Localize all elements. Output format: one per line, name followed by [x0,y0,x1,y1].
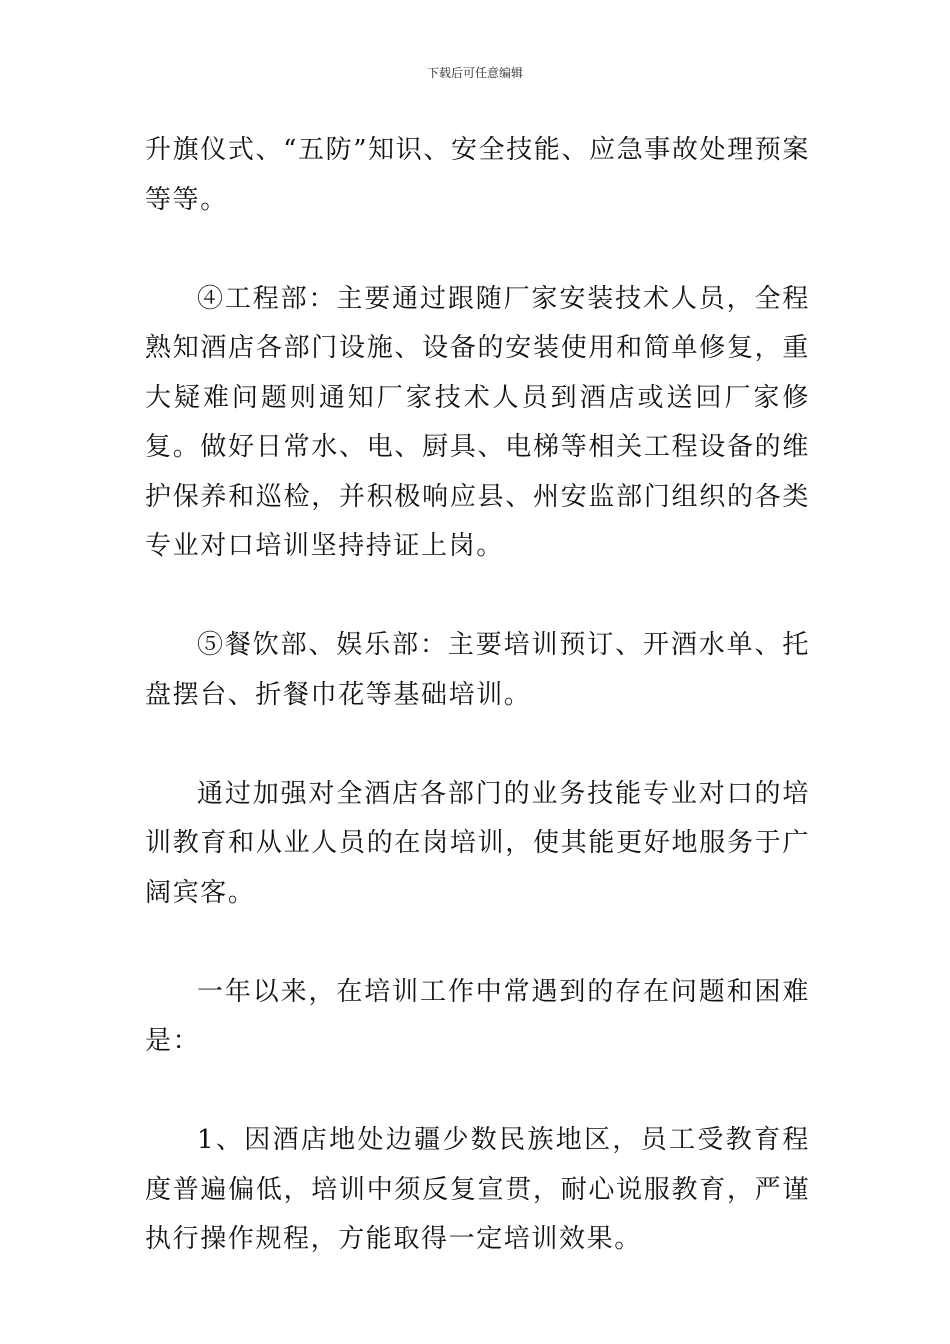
paragraph-problem-1: 1、因酒店地处边疆少数民族地区，员工受教育程度普遍偏低，培训中须反复宣贯，耐心说服教育，严谨执行操作规程，方能取得一定培训效果。 [145,1125,810,1254]
document-body [145,126,810,1265]
paragraph-spacer [145,720,810,770]
paragraph-problems-intro: 一年以来，在培训工作中常遇到的存在问题和困难是： [145,976,810,1056]
paragraph-summary: 通过加强对全酒店各部门的业务技能专业对口的培训教育和从业人员的在岗培训，使其能更好地服务于广阔宾客。 [145,778,810,908]
paragraph-spacer [145,918,810,968]
paragraph-spacer [145,1067,810,1117]
paragraph-engineering-dept: ④工程部：主要通过跟随厂家安装技术人员，全程熟知酒店各部门设施、设备的安装使用和简单修复，重大疑难问题则通知厂家技术人员到酒店或送回厂家修复。做好日常水、电、厨具、电梯等相关工程设备的维护保养和巡检，并积极响应县、州安监部门组织的各类专业对口培训坚持持证上岗。 [145,283,810,561]
page-header: 下载后可任意编辑 [426,66,523,80]
paragraph-spacer [145,225,810,275]
paragraph-catering-dept: ⑤餐饮部、娱乐部：主要培训预订、开酒水单、托盘摆台、折餐巾花等基础培训。 [145,630,810,710]
paragraph-spacer [145,572,810,622]
paragraph-continuation: 升旗仪式、“五防”知识、安全技能、应急事故处理预案等等。 [145,135,810,215]
